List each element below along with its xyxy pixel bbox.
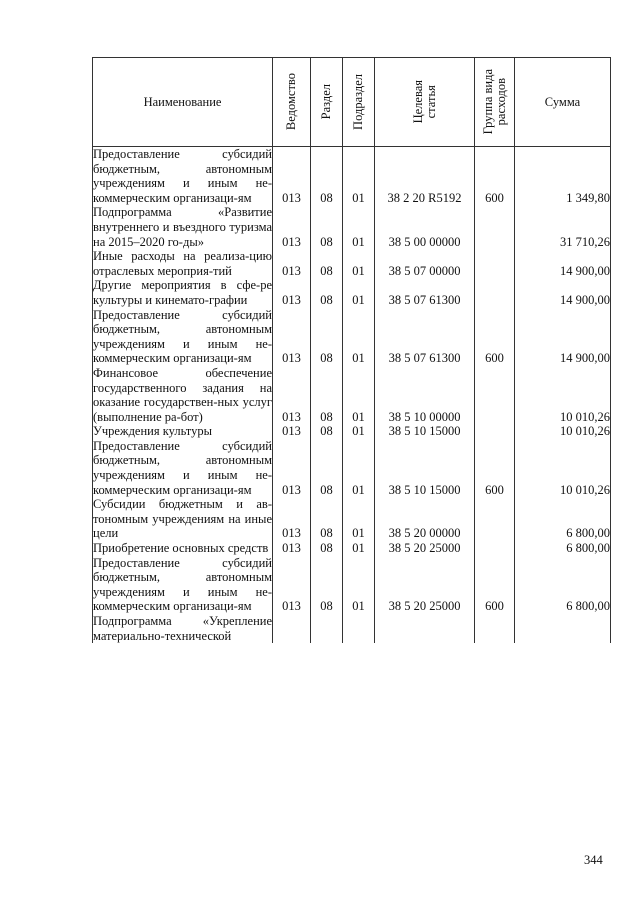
row-gruppa: 600 <box>475 439 515 497</box>
row-razdel: 08 <box>311 424 343 439</box>
row-razdel: 08 <box>311 308 343 366</box>
row-name: Подпрограмма «Укрепление материально-технической <box>93 614 272 643</box>
header-gruppa-vida-rashodov: Группа вида расходов <box>475 58 515 147</box>
row-podrazdel: 01 <box>343 541 375 556</box>
row-gruppa <box>475 278 515 307</box>
row-summa: 10 010,26 <box>515 424 611 439</box>
row-podrazdel: 01 <box>343 424 375 439</box>
row-vedomstvo: 013 <box>273 366 311 424</box>
table-row <box>93 308 611 366</box>
row-razdel: 08 <box>311 249 343 278</box>
row-vedomstvo: 013 <box>273 556 311 614</box>
header-vedomstvo: Ведомство <box>273 58 311 147</box>
page-number: 344 <box>584 853 603 867</box>
row-summa: 1 349,80 <box>515 147 611 206</box>
row-gruppa <box>475 366 515 424</box>
row-razdel: 08 <box>311 147 343 206</box>
row-vedomstvo: 013 <box>273 249 311 278</box>
row-razdel: 08 <box>311 205 343 249</box>
row-vedomstvo: 013 <box>273 205 311 249</box>
row-name: Иные расходы на реализа-цию отраслевых мероприя-тий <box>93 249 272 278</box>
row-celevaya-statya: 38 5 10 15000 <box>375 424 475 439</box>
row-gruppa <box>475 205 515 249</box>
table-row <box>93 366 611 424</box>
table-row <box>93 249 611 278</box>
row-summa: 14 900,00 <box>515 278 611 307</box>
row-celevaya-statya: 38 5 07 61300 <box>375 278 475 307</box>
header-summa: Сумма <box>515 58 611 147</box>
row-vedomstvo: 013 <box>273 147 311 206</box>
table-row <box>93 541 611 556</box>
row-name: Предоставление субсидий бюджетным, автономным учреждениям и иным не-коммерческим организаци-ям <box>93 438 272 497</box>
row-name: Приобретение основных средств <box>93 541 273 556</box>
row-celevaya-statya: 38 2 20 R5192 <box>375 147 475 206</box>
row-name: Учреждения культуры <box>93 424 273 439</box>
row-summa: 14 900,00 <box>515 249 611 278</box>
row-podrazdel: 01 <box>343 439 375 497</box>
row-podrazdel: 01 <box>343 308 375 366</box>
row-gruppa <box>475 497 515 541</box>
row-celevaya-statya: 38 5 00 00000 <box>375 205 475 249</box>
row-name: Предоставление субсидий бюджетным, автономным учреждениям и иным не-коммерческим организаци-ям <box>93 147 272 205</box>
row-razdel: 08 <box>311 556 343 614</box>
row-podrazdel: 01 <box>343 497 375 541</box>
row-celevaya-statya: 38 5 07 00000 <box>375 249 475 278</box>
table-row <box>93 205 611 249</box>
row-celevaya-statya: 38 5 10 00000 <box>375 366 475 424</box>
row-name: Финансовое обеспечение государственного задания на оказание государствен-ных услуг (выполнение ра-бот) <box>93 365 272 424</box>
budget-table <box>92 57 611 643</box>
header-celevaya-statya: Целевая статья <box>375 58 475 147</box>
row-gruppa <box>475 541 515 556</box>
table-row <box>93 147 611 206</box>
row-summa: 10 010,26 <box>515 366 611 424</box>
row-gruppa: 600 <box>475 556 515 614</box>
table-row-continued <box>93 614 611 643</box>
header-razdel: Раздел <box>311 58 343 147</box>
row-vedomstvo: 013 <box>273 541 311 556</box>
table-row <box>93 439 611 497</box>
table-header <box>93 58 611 147</box>
row-summa: 6 800,00 <box>515 556 611 614</box>
row-podrazdel: 01 <box>343 556 375 614</box>
row-podrazdel: 01 <box>343 249 375 278</box>
row-gruppa: 600 <box>475 147 515 206</box>
table-row <box>93 497 611 541</box>
row-gruppa <box>475 424 515 439</box>
row-celevaya-statya: 38 5 07 61300 <box>375 308 475 366</box>
row-podrazdel: 01 <box>343 205 375 249</box>
row-celevaya-statya: 38 5 20 25000 <box>375 541 475 556</box>
row-summa: 31 710,26 <box>515 205 611 249</box>
row-celevaya-statya: 38 5 10 15000 <box>375 439 475 497</box>
row-gruppa: 600 <box>475 308 515 366</box>
row-name: Подпрограмма «Развитие внутреннего и въездного туризма на 2015–2020 го-ды» <box>93 205 272 249</box>
row-summa: 6 800,00 <box>515 497 611 541</box>
row-gruppa <box>475 249 515 278</box>
table-row <box>93 556 611 614</box>
row-razdel: 08 <box>311 366 343 424</box>
row-summa: 14 900,00 <box>515 308 611 366</box>
row-celevaya-statya: 38 5 20 25000 <box>375 556 475 614</box>
row-vedomstvo: 013 <box>273 497 311 541</box>
row-vedomstvo: 013 <box>273 308 311 366</box>
row-name: Субсидии бюджетным и ав-тономным учреждениям на иные цели <box>93 497 272 541</box>
row-name: Предоставление субсидий бюджетным, автономным учреждениям и иным не-коммерческим организаци-ям <box>93 307 272 366</box>
row-summa: 6 800,00 <box>515 541 611 556</box>
table-body <box>93 147 611 644</box>
row-podrazdel: 01 <box>343 147 375 206</box>
row-podrazdel: 01 <box>343 366 375 424</box>
table-row <box>93 424 611 439</box>
row-name: Другие мероприятия в сфе-ре культуры и кинемато-графии <box>93 278 272 307</box>
header-podrazdel: Подраздел <box>343 58 375 147</box>
header-name: Наименование <box>93 58 273 147</box>
row-razdel: 08 <box>311 541 343 556</box>
row-name: Предоставление субсидий бюджетным, автономным учреждениям и иным не-коммерческим организаци-ям <box>93 555 272 614</box>
row-podrazdel: 01 <box>343 278 375 307</box>
row-vedomstvo: 013 <box>273 278 311 307</box>
row-razdel: 08 <box>311 439 343 497</box>
table-row <box>93 278 611 307</box>
row-vedomstvo: 013 <box>273 424 311 439</box>
row-razdel: 08 <box>311 278 343 307</box>
row-vedomstvo: 013 <box>273 439 311 497</box>
row-summa: 10 010,26 <box>515 439 611 497</box>
row-celevaya-statya: 38 5 20 00000 <box>375 497 475 541</box>
row-razdel: 08 <box>311 497 343 541</box>
